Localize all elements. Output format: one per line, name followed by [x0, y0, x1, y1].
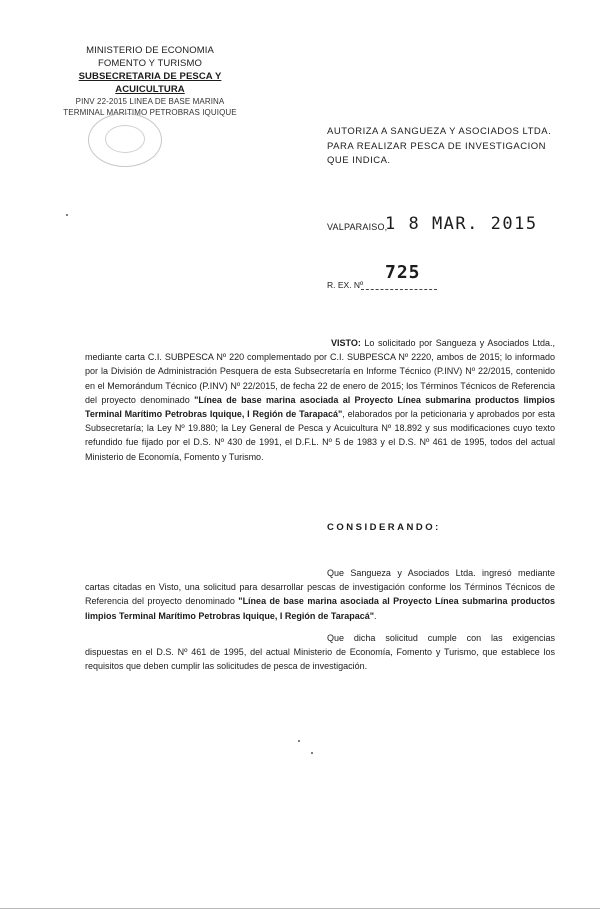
visto-text-2: , elaborados por la peticionaria y aprobados por esta Subsecretaría; la Ley Nº 19.880; la Ley General de Pesca y Acuicultura Nº 18.892 y sus modificaciones cuyo texto refundido fue fijado por el D.S. Nº 430 de 1991, el D.F.L. Nº 5 de 1983 y el D.S. Nº 461 de 1995, todos del actual Ministerio de Economía, Fomento y Turismo.: [85, 409, 555, 462]
visto-label: VISTO:: [331, 338, 361, 348]
file-reference-2: TERMINAL MARITIMO PETROBRAS IQUIQUE: [63, 108, 237, 117]
file-reference: PINV 22-2015 LINEA DE BASE MARINA: [75, 97, 225, 106]
place-date: [327, 214, 567, 238]
considerando-heading: CONSIDERANDO:: [327, 522, 441, 533]
scan-speck: [298, 740, 300, 742]
ministry-name: MINISTERIO DE ECONOMIA: [86, 45, 214, 56]
resolution-number: [327, 262, 567, 294]
considerando-paragraph-2: Que dicha solicitud cumple con las exigencias dispuestas en el D.S. Nº 461 de 1995, del actual Ministerio de Economía, Fomento y Turismo, que establece los requisitos que deben cumplir las solicitudes de pesca de investigación.: [85, 633, 555, 672]
visto-project-name: "Línea de base marina asociada al Proyecto Línea submarina productos limpios Terminal Marítimo Petrobras Iquique, I Región de Tarapacá": [85, 394, 555, 420]
page-bottom-edge: [0, 908, 600, 909]
rex-label: R. EX. Nº: [327, 280, 364, 290]
letterhead: [50, 44, 250, 118]
visto-paragraph: [85, 336, 555, 464]
rex-underline: [361, 289, 437, 290]
rex-number: 725: [385, 262, 421, 283]
subsecretary-name: SUBSECRETARIA DE PESCA Y ACUICULTURA: [78, 71, 222, 95]
scan-speck: [311, 752, 313, 754]
official-stamp: [88, 113, 162, 167]
considerando-1-text: Que Sangueza y Asociados Ltda. ingresó mediante cartas citadas en Visto, una solicitud para desarrollar pescas de investigación conforme los Términos Técnicos de Referencia del proyecto denominado: [85, 568, 555, 607]
place-label: VALPARAISO,: [327, 222, 388, 232]
considerando-paragraph-1: [85, 566, 555, 623]
resolution-subject: AUTORIZA A SANGUEZA Y ASOCIADOS LTDA. PARA REALIZAR PESCA DE INVESTIGACION QUE INDICA.: [327, 126, 552, 166]
date-stamp: 1 8 MAR. 2015: [385, 214, 538, 234]
considerando-1-project-name: "Línea de base marina asociada al Proyecto Línea submarina productos limpios Terminal Marítimo Petrobras Iquique, I Región de Tarapacá": [85, 596, 555, 621]
scan-speck: [66, 214, 68, 216]
considerando-1-end: .: [374, 610, 377, 621]
ministry-subtitle: FOMENTO Y TURISMO: [98, 58, 202, 69]
visto-text-1: Lo solicitado por Sangueza y Asociados Ltda., mediante carta C.I. SUBPESCA Nº 220 complementado por C.I. SUBPESCA Nº 2220, ambos de 2015; lo informado por la División de Administración Pesquera de esta Subsecretaría en Informe Técnico (P.INV) Nº 22/2015, contenido en el Memorándum Técnico (P.INV) Nº 22/2015, de fecha 22 de enero de 2015; los Términos Técnicos de Referencia del proyecto denominado: [85, 338, 555, 405]
